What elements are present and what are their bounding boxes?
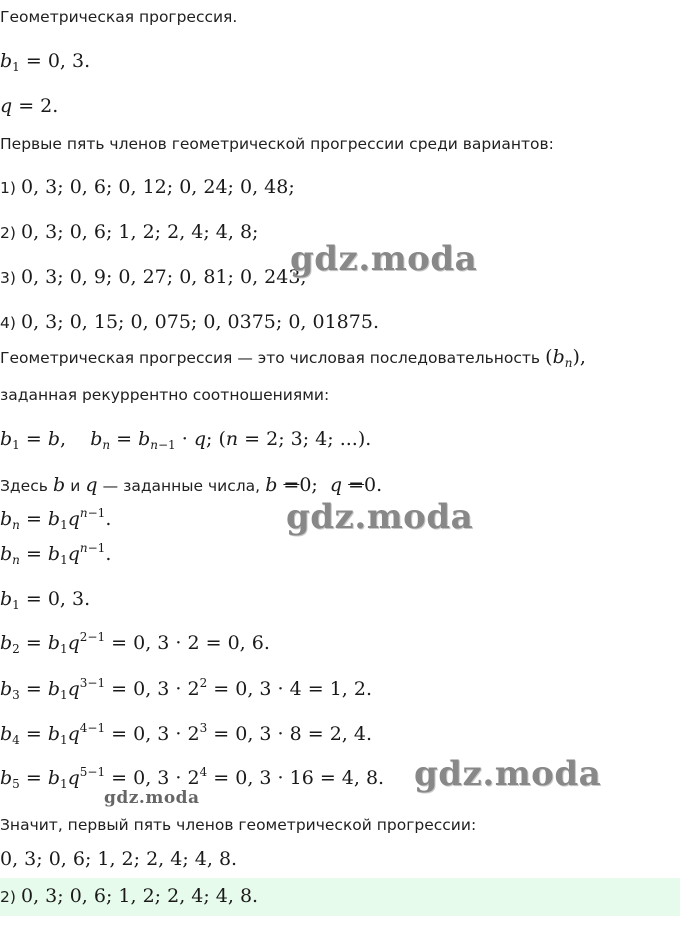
task-text: Первые пять членов геометрической прогрессии среди вариантов: bbox=[0, 135, 554, 153]
conditions-line: Здесь b и q — заданные числа, b =0; q =0. bbox=[0, 474, 383, 496]
definition-line-2: заданная рекуррентно соотношениями: bbox=[0, 386, 330, 404]
given-q: q = 2. bbox=[0, 95, 59, 117]
conclusion-text: Значит, первый пять членов геометрической прогрессии: bbox=[0, 816, 477, 834]
recurrence-formula: $b_1 = b$, $b_n = b_{n-1} \cdot q$; (n = 2; 3; 4; ...). bbox=[0, 428, 372, 452]
general-term-2: $b_n = b_1q^{n-1}$. bbox=[0, 541, 112, 567]
option-3: 3) 0, 3; 0, 9; 0, 27; 0, 81; 0, 243; bbox=[0, 266, 307, 288]
final-answer: 2) 0, 3; 0, 6; 1, 2; 2, 4; 4, 8. bbox=[0, 885, 259, 907]
general-term-1: $b_n = b_1q^{n-1}$. bbox=[0, 506, 112, 532]
watermark-4: gdz.moda bbox=[104, 788, 200, 808]
given-b1: $b_1 = 0$, 3. bbox=[0, 50, 91, 74]
calc-b5: $b_5 = b_1q^{5-1} = 0$, $3 \cdot 2^4 = 0$, 3 · 16 = 4, 8. bbox=[0, 765, 385, 791]
option-4: 4) 0, 3; 0, 15; 0, 075; 0, 0375; 0, 01875. bbox=[0, 311, 379, 333]
watermark-1: gdz.moda bbox=[290, 239, 478, 279]
option-1: 1) 0, 3; 0, 6; 0, 12; 0, 24; 0, 48; bbox=[0, 176, 295, 198]
calc-b3: $b_3 = b_1q^{3-1} = 0$, $3 \cdot 2^2 = 0$, 3 · 4 = 1, 2. bbox=[0, 676, 372, 702]
heading: Геометрическая прогрессия. bbox=[0, 8, 238, 26]
calc-b1: $b_1 = 0$, 3. bbox=[0, 588, 91, 612]
conclusion-values: 0, 3; 0, 6; 1, 2; 2, 4; 4, 8. bbox=[0, 848, 238, 870]
definition-line-1: Геометрическая прогрессия — это числовая последовательность $(b_n)$, bbox=[0, 346, 586, 370]
calc-b2: $b_2 = b_1q^{2-1} = 0$, 3 · 2 = 0, 6. bbox=[0, 630, 270, 656]
option-2: 2) 0, 3; 0, 6; 1, 2; 2, 4; 4, 8; bbox=[0, 221, 259, 243]
watermark-2: gdz.moda bbox=[286, 497, 474, 537]
calc-b4: $b_4 = b_1q^{4-1} = 0$, $3 \cdot 2^3 = 0$, 3 · 8 = 2, 4. bbox=[0, 721, 372, 747]
watermark-3: gdz.moda bbox=[414, 754, 602, 794]
